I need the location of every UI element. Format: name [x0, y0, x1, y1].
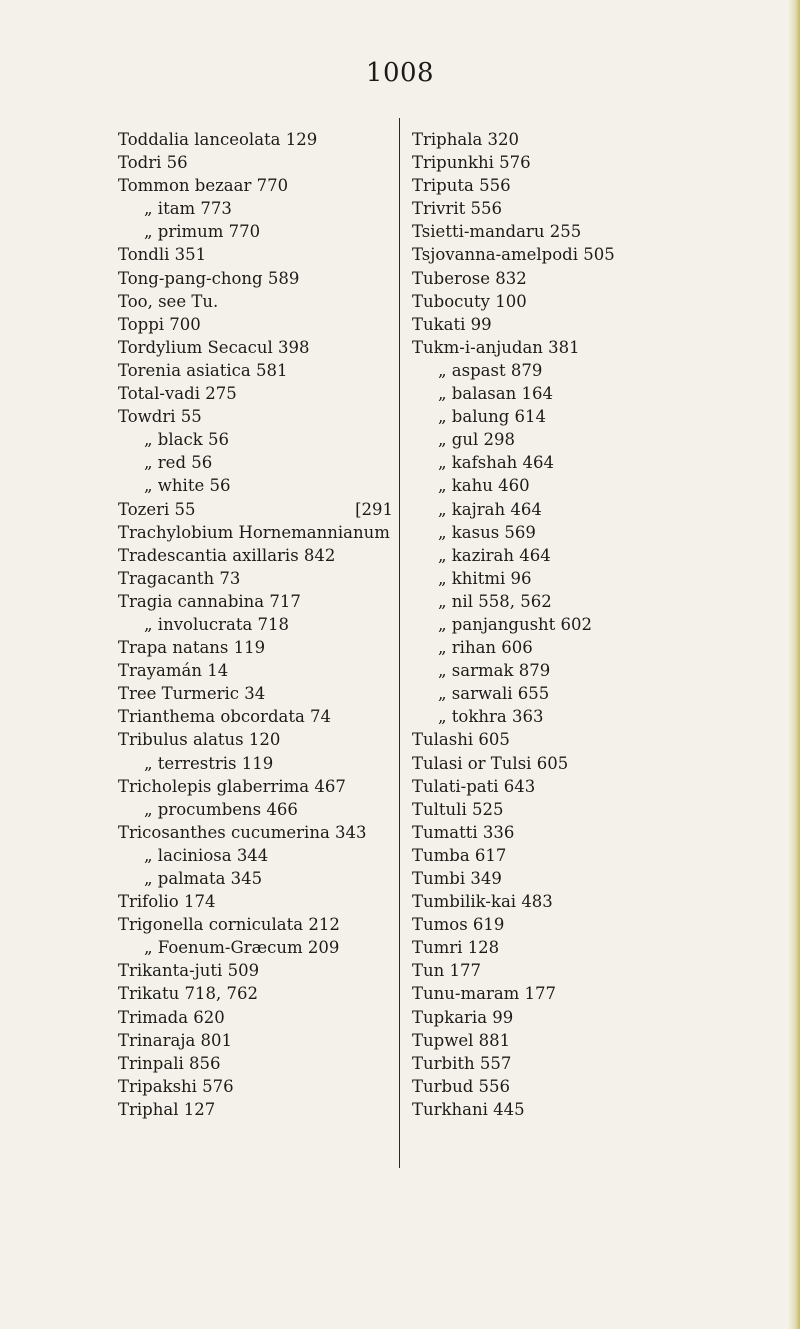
index-entry: „ nil 558, 562 — [438, 591, 552, 611]
index-entry: Triphal 127 — [118, 1099, 216, 1119]
index-entry: „ panjangusht 602 — [438, 614, 593, 634]
index-entry: „ involucrata 718 — [144, 614, 290, 634]
index-entry: „ procumbens 466 — [144, 799, 298, 819]
index-entry: „ tokhra 363 — [438, 707, 544, 727]
index-entry: Tun 177 — [412, 961, 481, 981]
index-entry: „ itam 773 — [144, 199, 232, 219]
index-entry: Tuberose 832 — [412, 268, 527, 288]
index-entry: Tulasi or Tulsi 605 — [412, 753, 569, 773]
page-reference: [291 — [355, 499, 393, 519]
index-entry: „ laciniosa 344 — [144, 845, 269, 865]
index-entry: Torenia asiatica 581 — [118, 360, 288, 380]
index-entry: Tondli 351 — [118, 245, 207, 265]
page-number: 1008 — [365, 58, 435, 88]
index-entry: „ palmata 345 — [144, 869, 263, 888]
index-entry: Toppi 700 — [118, 314, 201, 334]
index-entry: Tupwel 881 — [412, 1030, 511, 1050]
index-entry: Toddalia lanceolata 129 — [118, 130, 318, 149]
index-entry: Tordylium Secacul 398 — [118, 337, 310, 357]
index-entry: „ sarmak 879 — [438, 661, 551, 681]
index-entry: „ rihan 606 — [438, 638, 533, 658]
index-entry: „ kafshah 464 — [438, 453, 555, 473]
index-entry: Tupkaria 99 — [412, 1007, 514, 1027]
index-entry: „ kahu 460 — [438, 476, 530, 496]
column-divider — [399, 118, 400, 1168]
index-entry: Tumatti 336 — [412, 822, 515, 842]
index-entry: Tommon bezaar 770 — [118, 176, 289, 196]
index-entry: Triputa 556 — [412, 176, 511, 196]
index-entry: „ black 56 — [144, 430, 229, 450]
index-entry: Tumbilik-kai 483 — [412, 892, 553, 912]
index-entry: Triphala 320 — [412, 130, 520, 149]
index-entry: Todri 56 — [118, 153, 188, 173]
index-entry: „ balasan 164 — [438, 384, 553, 404]
index-entry: Tukm-i-anjudan 381 — [412, 337, 580, 357]
index-entry: Tsjovanna-amelpodi 505 — [412, 245, 615, 265]
index-entry: „ primum 770 — [144, 222, 261, 242]
index-entry: „ Foenum-Græcum 209 — [144, 938, 340, 958]
index-entry: Trikanta-juti 509 — [118, 961, 260, 981]
index-entry: Trianthema obcordata 74 — [118, 707, 332, 727]
index-entry: „ kajrah 464 — [438, 499, 542, 519]
index-entry: „ balung 614 — [438, 407, 547, 427]
index-entry: Trapa natans 119 — [118, 638, 266, 658]
index-entry: Trinaraja 801 — [118, 1030, 233, 1050]
index-entry: Trayamán 14 — [118, 661, 229, 681]
index-entry: Trivrit 556 — [412, 199, 503, 219]
index-entry: Tragia cannabina 717 — [118, 591, 301, 611]
index-entry: Tukati 99 — [412, 314, 492, 334]
index-column-left — [118, 128, 393, 1121]
index-entry: Tripunkhi 576 — [412, 153, 531, 173]
index-entry: Tribulus alatus 120 — [118, 730, 281, 750]
index-entry: „ khitmi 96 — [438, 568, 532, 588]
index-entry: Tripakshi 576 — [118, 1076, 234, 1096]
index-entry — [118, 498, 393, 521]
index-entry: Tradescantia axillaris 842 — [118, 545, 336, 565]
index-entry: Trimada 620 — [118, 1007, 225, 1027]
index-entry: „ kasus 569 — [438, 522, 536, 542]
page-edge — [788, 0, 800, 1329]
index-entry: „ kazirah 464 — [438, 545, 551, 565]
index-entry: Tulashi 605 — [412, 730, 510, 750]
index-entry: Towdri 55 — [118, 407, 202, 427]
index-entry: „ sarwali 655 — [438, 684, 550, 704]
index-entry: Trachylobium Hornemannianum — [118, 522, 390, 542]
index-entry: Tumos 619 — [412, 915, 505, 935]
index-entry: Tultuli 525 — [412, 799, 504, 819]
index-entry: Tubocuty 100 — [412, 291, 527, 311]
index-entry-text: Tozeri 55 — [118, 499, 196, 519]
index-entry: Trikatu 718, 762 — [118, 984, 258, 1004]
index-entry: Turkhani 445 — [412, 1099, 525, 1119]
index-entry: Tumba 617 — [412, 845, 507, 865]
index-entry: Tragacanth 73 — [118, 568, 241, 588]
index-entry: Too, see Tu. — [118, 291, 219, 311]
index-entry: Tsietti-mandaru 255 — [412, 222, 582, 242]
index-entry: Tulati-pati 643 — [412, 776, 536, 796]
index-entry: Trinpali 856 — [118, 1053, 221, 1073]
index-entry: Trifolio 174 — [118, 892, 216, 912]
index-entry: „ aspast 879 — [438, 360, 543, 380]
index-entry: Tumbi 349 — [412, 869, 502, 888]
index-entry: Tumri 128 — [412, 938, 500, 958]
index-entry: „ white 56 — [144, 476, 231, 496]
index-entry: Trigonella corniculata 212 — [118, 915, 340, 935]
index-entry: Turbith 557 — [412, 1053, 512, 1073]
index-entry: Turbud 556 — [412, 1076, 511, 1096]
index-column-right — [412, 128, 742, 1121]
index-entry: „ gul 298 — [438, 430, 515, 450]
index-entry: Total-vadi 275 — [118, 384, 237, 404]
index-entry: Tricosanthes cucumerina 343 — [118, 822, 367, 842]
index-entry: Tricholepis glaberrima 467 — [118, 776, 346, 796]
index-entry: Tunu-maram 177 — [412, 984, 557, 1004]
index-entry: Tree Turmeric 34 — [118, 684, 266, 704]
index-entry: „ red 56 — [144, 453, 213, 473]
index-entry: „ terrestris 119 — [144, 753, 274, 773]
index-entry: Tong-pang-chong 589 — [118, 268, 300, 288]
